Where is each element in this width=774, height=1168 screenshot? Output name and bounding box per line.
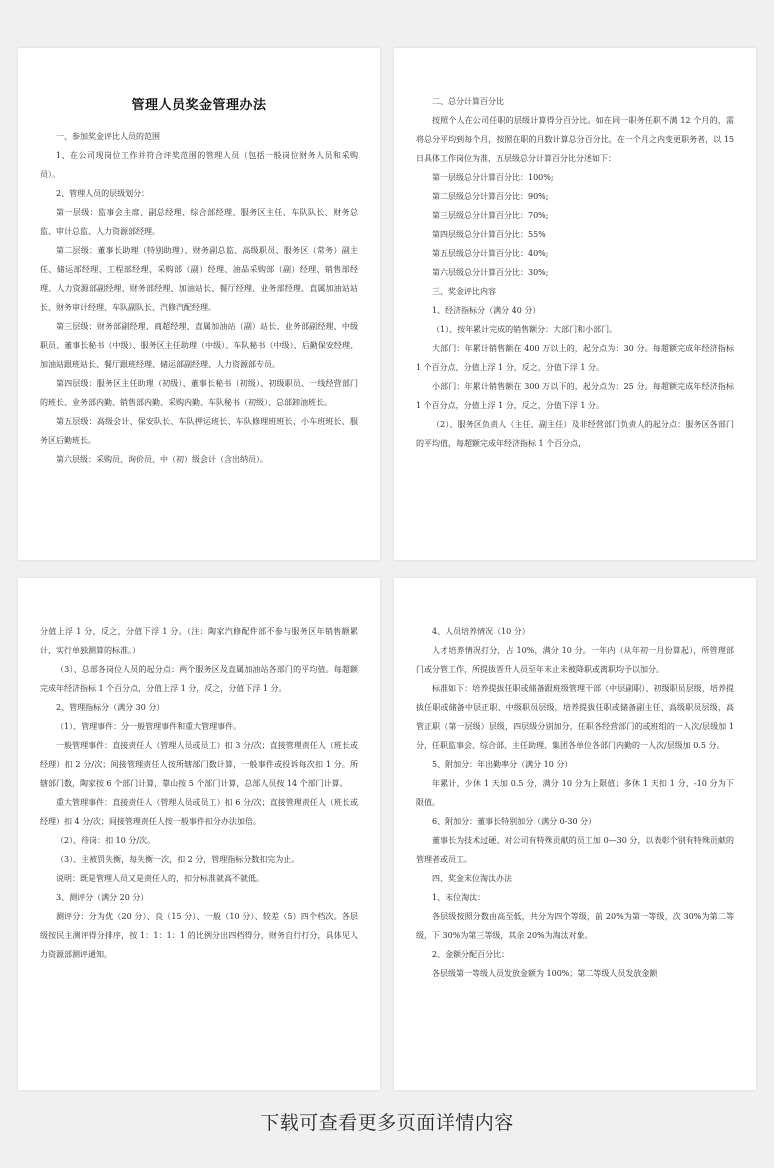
document-page-2 bbox=[394, 48, 756, 560]
paragraph: 第一层级：监事会主席、副总经理、综合部经理、服务区主任、车队队长、财务总监、审计总监、人力资源部经理。 bbox=[40, 208, 358, 236]
paragraph: 5、附加分：年出勤率分（满分 10 分） bbox=[432, 760, 573, 769]
paragraph: 2、管理人员的层级划分： bbox=[56, 189, 150, 198]
download-more-caption: 下载可查看更多页面详情内容 bbox=[260, 1112, 514, 1134]
paragraph: 重大管理事件：直接责任人（管理人员或员工）扣 6 分/次；直接管理责任人（班长或经理）扣 4 分/次；间接管理责任人按一般事件扣分办法加倍。 bbox=[40, 798, 358, 826]
paragraph: 4、人员培养情况（10 分） bbox=[432, 627, 530, 636]
paragraph: 小部门：年累计销售额在 300 万以下的，起分点为：25 分。每超额完成年经济指标 1 个百分点，分值上浮 1 分，反之，分值下浮 1 分。 bbox=[416, 382, 734, 410]
paragraph: 人才培养情况打分，占 10%，满分 10 分。一年内（从年初一月份算起），所管理部门或分管工作，所提拔晋升人员至年末止未被降职或离职均予以加分。 bbox=[416, 646, 734, 674]
paragraph: 第二层级总分计算百分比：90%; bbox=[432, 192, 549, 201]
document-page-3 bbox=[18, 578, 380, 1090]
paragraph: 年累计，少休 1 天加 0.5 分，满分 10 分为上限值；多休 1 天扣 1 分，-10 分为下限值。 bbox=[416, 779, 734, 807]
paragraph: 1、在公司现岗位工作并符合评奖范围的管理人员（包括一般岗位财务人员和采购员）。 bbox=[40, 151, 358, 179]
paragraph: 各层级第一等级人员发放金额为 100%；第二等级人员发放金额 bbox=[432, 969, 658, 978]
paragraph: 一般管理事件：直接责任人（管理人员或员工）扣 3 分/次；直接管理责任人（班长或经理）扣 2 分/次；间接管理责任人按所辖部门数计算，一般事件或投诉每次扣 1 分。所辖部门数，陶家按 6 个部门计算，靠山按 5 个部门计算，总部人员按 14 个部门计算。 bbox=[40, 741, 358, 788]
paragraph: 测评分：分为优（20 分）、良（15 分）、一般（10 分）、较差（5）四个档次。各层级按民主测评得分排序，按 1：1：1：1 的比例分出四档得分，财务自行打分，具体见人力资源部测评通知。 bbox=[40, 912, 358, 959]
document-page-4 bbox=[394, 578, 756, 1090]
paragraph: 按照个人在公司任职的层级计算得分百分比。如在同一职务任职不满 12 个月的，需将总分平均到每个月，按照在职的月数计算总分百分比，在一个月之内变更职务者，以 15 日具体工作岗位为准，五层级总分计算百分比分述如下： bbox=[416, 116, 734, 163]
paragraph: 第五层级总分计算百分比：40%; bbox=[432, 249, 549, 258]
paragraph: 第六层级总分计算百分比：30%; bbox=[432, 268, 549, 277]
paragraph: 1、经济指标分（满分 40 分） bbox=[432, 306, 541, 315]
document-page-1 bbox=[18, 48, 380, 560]
paragraph: 第四层级：服务区主任助理（初级）、董事长秘书（初级）、初级职员、一线经营部门的班长、业务部内勤、销售部内勤、采购内勤、车队秘书（初级）、总部卸油班长。 bbox=[40, 379, 358, 407]
paragraph: 二、总分计算百分比 bbox=[432, 97, 504, 106]
paragraph: （3）、主被罚失衡，每失衡一次，扣 2 分，管理指标分数扣完为止。 bbox=[56, 855, 300, 864]
paragraph: 第三层级：财务部副经理、商超经理、直属加油站（副）站长、业务部副经理、中级职员、董事长秘书（中级）、服务区主任助理（中级）、车队秘书（中级）、后勤保安经理、加油站跟班站长、餐厅跟班经理、储运部副经理、人力资源部专员。 bbox=[40, 322, 358, 369]
paragraph: 说明：既是管理人员又是责任人的，扣分标准就高不就低。 bbox=[56, 874, 264, 883]
paragraph: 一、参加奖金评比人员的范围 bbox=[56, 132, 160, 141]
paragraph: 6、附加分：董事长特别加分（满分 0-30 分） bbox=[432, 817, 597, 826]
paragraph: 董事长为技术过硬、对公司有特殊贡献的员工加 0—30 分，以表彰个别有特殊贡献的管理者或员工。 bbox=[416, 836, 734, 864]
paragraph: （1）、按年累计完成的销售额分：大部门和小部门。 bbox=[432, 325, 618, 334]
paragraph: 标准如下：培养提拔任职或储备跟班级管理干部（中层副职）、初级职员层级，培养提拔任职或储备中层正职、中级职员层级，培养提拔任职或储备副主任、高级职员层级，高管正职（第一层级）层级，四层级分别加分，任职各经营部门的或班组的一人次/层级加 1 分，任职监事会、综合部、主任助理、集团各单位各部门内勤的一人次/层级加 0.5 分。 bbox=[416, 684, 734, 750]
paragraph: （2）、待岗：扣 10 分/次。 bbox=[56, 836, 156, 845]
paragraph: 2、管理指标分（满分 30 分） bbox=[56, 703, 165, 712]
paragraph: 第三层级总分计算百分比：70%; bbox=[432, 211, 549, 220]
paragraph: 三、奖金评比内容 bbox=[432, 287, 496, 296]
paragraph: 第六层级：采购员、询价员、中（初）级会计（含出纳员）。 bbox=[56, 455, 268, 464]
paragraph: （2）、服务区负责人（主任、副主任）及非经营部门负责人的起分点：服务区各部门的平均值，每超额完成年经济指标 1 个百分点， bbox=[416, 420, 734, 448]
paragraph: 第五层级：高级会计、保安队长、车队押运班长、车队修理班班长、小车班班长、服务区后勤班长。 bbox=[40, 417, 358, 445]
paragraph: （3）、总部各岗位人员的起分点：两个服务区及直属加油站各部门的平均值。每超额完成年经济指标 1 个百分点，分值上浮 1 分，反之，分值下浮 1 分。 bbox=[40, 665, 358, 693]
paragraph: 四、奖金末位淘汰办法 bbox=[432, 874, 512, 883]
document-title: 管理人员奖金管理办法 bbox=[131, 98, 267, 113]
paragraph: 第一层级总分计算百分比：100%; bbox=[432, 173, 554, 182]
paragraph: 2、金额分配百分比： bbox=[432, 950, 510, 959]
paragraph: 1、末位淘汰： bbox=[432, 893, 486, 902]
paragraph: 3、测评分（满分 20 分） bbox=[56, 893, 149, 902]
paragraph: （1）、管理事件：分一般管理事件和重大管理事件。 bbox=[56, 722, 242, 731]
paragraph: 第四层级总分计算百分比：55% bbox=[432, 230, 546, 239]
paragraph: 各层级按照分数由高至低，共分为四个等级，前 20%为第一等级，次 30%为第二等级，下 30%为第三等级，其余 20%为淘汰对象。 bbox=[416, 912, 734, 940]
paragraph: 分值上浮 1 分，反之，分值下浮 1 分。（注：陶家汽修配件部不参与服务区年销售额累计，实行单独测算的标准。） bbox=[40, 627, 358, 655]
paragraph: 大部门：年累计销售额在 400 万以上的，起分点为：30 分。每超额完成年经济指标 1 个百分点，分值上浮 1 分，反之，分值下浮 1 分。 bbox=[416, 344, 734, 372]
paragraph: 第二层级：董事长助理（特别助理）、财务副总监、高级职员、服务区（常务）副主任、储运部经理、工程部经理、采购部（副）经理、油品采购部（副）经理、销售部经理、人力资源部副经理、财务部经理、加油站长、餐厅经理、业务部经理、直属加油站站长、财务审计经理、车队副队长、汽修汽配经理。 bbox=[40, 246, 358, 312]
